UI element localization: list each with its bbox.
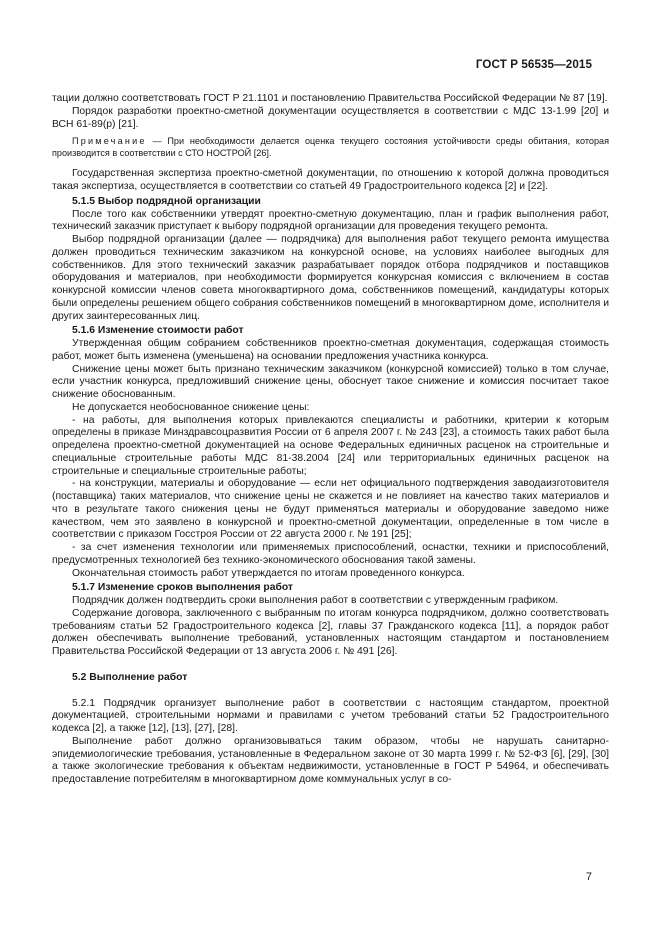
paragraph: Государственная экспертиза проектно-сметной документации, по отношению к которой должна проводиться такая экспертиза, осуществляется в соответствии со статьей 49 Градостроительного кодекса [2] и [22]. [52,168,609,192]
note-label: Примечание [72,136,147,147]
paragraph: 5.2.1 Подрядчик организует выполнение работ в соответствии с настоящим стандартом, проектной документацией, строительными нормами и правилами с учетом требований статьи 52 Градостроительного кодекса [2], а также [12], [13], [27], [28]. [52,697,609,734]
list-item: - на конструкции, материалы и оборудование — если нет официального подтверждения заводаизготовителя (поставщика) таких материалов, что снижение цены не скажется и не повлияет на качество таких материалов и что в результате такого снижения цены не будут применяться материалы и оборудование заведомо ниже качеством, чем это заявлено в конкурсной и проектно-сметной документации, определенные в том числе в соответствии с приказом Госстроя России от 22 августа 2000 г. № 191 [25]; [52,478,609,541]
paragraph: Выбор подрядной организации (далее — подрядчика) для выполнения работ текущего ремонта имущества должен проводиться техническим заказчиком на конкурсной основе, на условиях наиболее выгодных для собственников. Для этого технический заказчик разрабатывает порядок отбора подрядчиков и поставщиков оборудования и материалов, при необходимости формируется конкурсная комиссия с включением в состав конкурсной комиссии членов совета многоквартирного дома, собственников помещений, кандидатуры которых были определены решением общего собрания собственников помещений в многоквартирном доме, исполнителя и других заинтересованных лиц. [52,234,609,322]
section-heading-5-1-5: 5.1.5 Выбор подрядной организации [72,195,261,207]
paragraph: Окончательная стоимость работ утверждается по итогам проведенного конкурса. [72,567,465,579]
list-item: - на работы, для выполнения которых привлекаются специалисты и работники, критерии к которым определены в приказе Минздравсоцразвития России от 6 апреля 2007 г. № 243 [23], а стоимость таких работ была определена проектно-сметной документацией на основе Федеральных единичных расценок на строительные и специальные строительные работы МДС 81-38.2004 [24] или территориальных единичных расценок на строительные и специальные строительные работы; [52,414,609,477]
note-text: — При необходимости делается оценка текущего состояния устойчивости среды обитания, которая производится в соответствии с СТО НОСТРОЙ [26]. [52,136,609,158]
section-heading-5-1-7: 5.1.7 Изменение сроков выполнения работ [72,582,293,594]
paragraph: Снижение цены может быть признано техническим заказчиком (конкурсной комиссией) только в том случае, если участник конкурса, предложивший снижение цены, обоснует такое снижение и комиссия посчитает такое снижение обоснованным. [52,363,609,400]
paragraph: тации должно соответствовать ГОСТ Р 21.1101 и постановлению Правительства Российской Федерации № 87 [19]. [52,93,608,104]
paragraph: После того как собственники утвердят проектно-сметную документацию, план и график выполнения работ, технический заказчик приступает к выбору подрядной организации для проведения текущего ремонта. [52,208,609,233]
paragraph: Подрядчик должен подтвердить сроки выполнения работ в соответствии с утвержденным графиком. [72,595,559,606]
paragraph: Утвержденная общим собранием собственников проектно-сметная документация, содержащая стоимость работ, может быть изменена (уменьшена) на основании предложения участника конкурса. [52,338,609,362]
paragraph: Содержание договора, заключенного с выбранным по итогам конкурса подрядчиком, должно соответствовать требованиям статьи 52 Градостроительного кодекса [2], главы 37 Гражданского кодекса [11], а порядок работ должен обеспечивать выполнение требований, установленных настоящим стандартом и постановлением Правительства Российской Федерации от 13 августа 2006 г. № 491 [26]. [52,607,609,657]
paragraph: Выполнение работ должно организовываться таким образом, чтобы не нарушать санитарно-эпидемиологические требования, установленные в Федеральном законе от 30 марта 1999 г. № 52-ФЗ [6], [29], [30] а также экологические требования к объектам недвижимости, установленные в ГОСТ Р 54964, и обеспечивать предоставление потребителям в многоквартирном доме коммунальных услуг в со- [52,735,609,785]
page-number: 7 [585,871,592,883]
list-item: - за счет изменения технологии или применяемых приспособлений, оснастки, техники и приспособлений, предусмотренных технологией без технико-экономического обоснования такой замены. [52,542,609,566]
document-standard-header: ГОСТ Р 56535—2015 [475,58,592,71]
paragraph: Порядок разработки проектно-сметной документации осуществляется в соответствии с МДС 13-1.99 [20] и ВСН 61-89(р) [21]. [52,105,609,130]
section-heading-5-2: 5.2 Выполнение работ [72,671,188,683]
document-body [52,93,609,787]
paragraph: Не допускается необоснованное снижение цены: [72,401,310,413]
section-heading-5-1-6: 5.1.6 Изменение стоимости работ [72,325,244,337]
note [52,136,609,159]
